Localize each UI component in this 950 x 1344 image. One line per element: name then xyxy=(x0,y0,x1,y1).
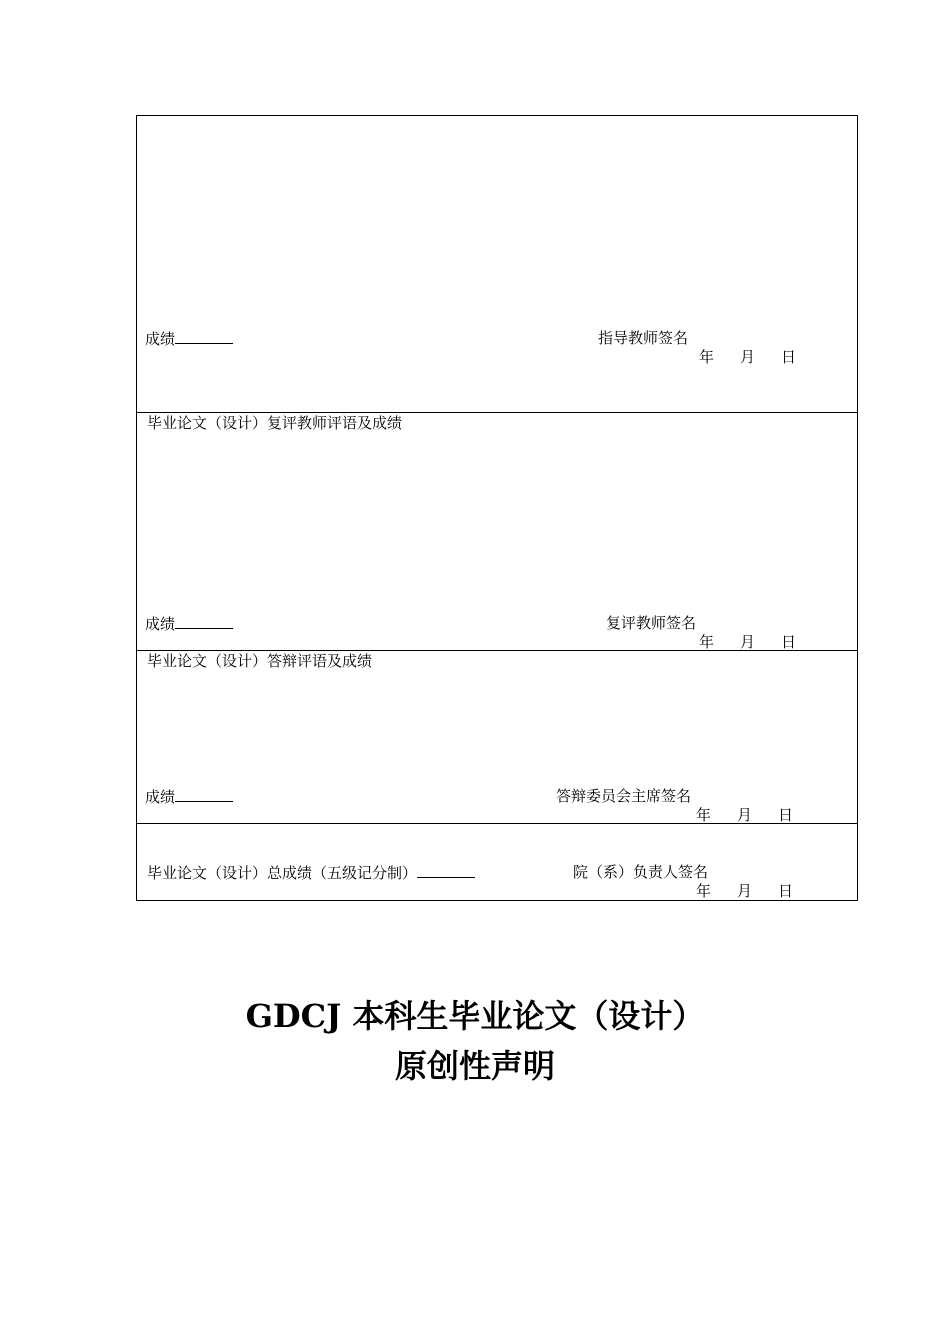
defense-date xyxy=(696,806,793,824)
date-month: 月 xyxy=(737,806,753,824)
date-day: 日 xyxy=(781,633,797,651)
date-day: 日 xyxy=(781,348,797,366)
advisor-signature-label: 指导教师签名 xyxy=(598,329,689,347)
total-section xyxy=(137,823,857,900)
date-month: 月 xyxy=(740,348,756,366)
date-month: 月 xyxy=(740,633,756,651)
defense-grade-label: 成绩 xyxy=(145,788,176,806)
advisor-grade-blank[interactable] xyxy=(175,329,233,344)
total-grade-blank[interactable] xyxy=(417,863,475,878)
reviewer-section xyxy=(137,412,857,650)
date-day: 日 xyxy=(778,882,794,900)
defense-grade-row xyxy=(145,787,233,806)
total-grade-row xyxy=(147,863,475,882)
advisor-grade-row xyxy=(145,329,233,348)
defense-grade-blank[interactable] xyxy=(175,787,233,802)
date-year: 年 xyxy=(699,348,715,366)
reviewer-grade-label: 成绩 xyxy=(145,615,176,633)
declaration-subtitle: 原创性声明 xyxy=(394,1047,555,1085)
reviewer-date xyxy=(699,633,796,651)
reviewer-signature-label: 复评教师签名 xyxy=(606,614,697,632)
advisor-grade-label: 成绩 xyxy=(145,330,176,348)
date-year: 年 xyxy=(696,806,712,824)
defense-section-title: 毕业论文（设计）答辩评语及成绩 xyxy=(147,652,373,670)
date-year: 年 xyxy=(696,882,712,900)
defense-signature-label: 答辩委员会主席签名 xyxy=(556,787,692,805)
reviewer-section-title: 毕业论文（设计）复评教师评语及成绩 xyxy=(147,414,403,432)
total-grade-label: 毕业论文（设计）总成绩（五级记分制） xyxy=(147,864,418,882)
declaration-title: GDCJ 本科生毕业论文（设计） xyxy=(245,997,705,1035)
total-signature-label: 院（系）负责人签名 xyxy=(573,863,709,881)
total-date xyxy=(696,882,793,900)
advisor-date xyxy=(699,348,796,366)
defense-section xyxy=(137,650,857,823)
evaluation-form-table xyxy=(136,115,858,901)
date-month: 月 xyxy=(737,882,753,900)
date-day: 日 xyxy=(778,806,794,824)
date-year: 年 xyxy=(699,633,715,651)
reviewer-grade-row xyxy=(145,614,233,633)
advisor-section xyxy=(137,116,857,412)
reviewer-grade-blank[interactable] xyxy=(175,614,233,629)
